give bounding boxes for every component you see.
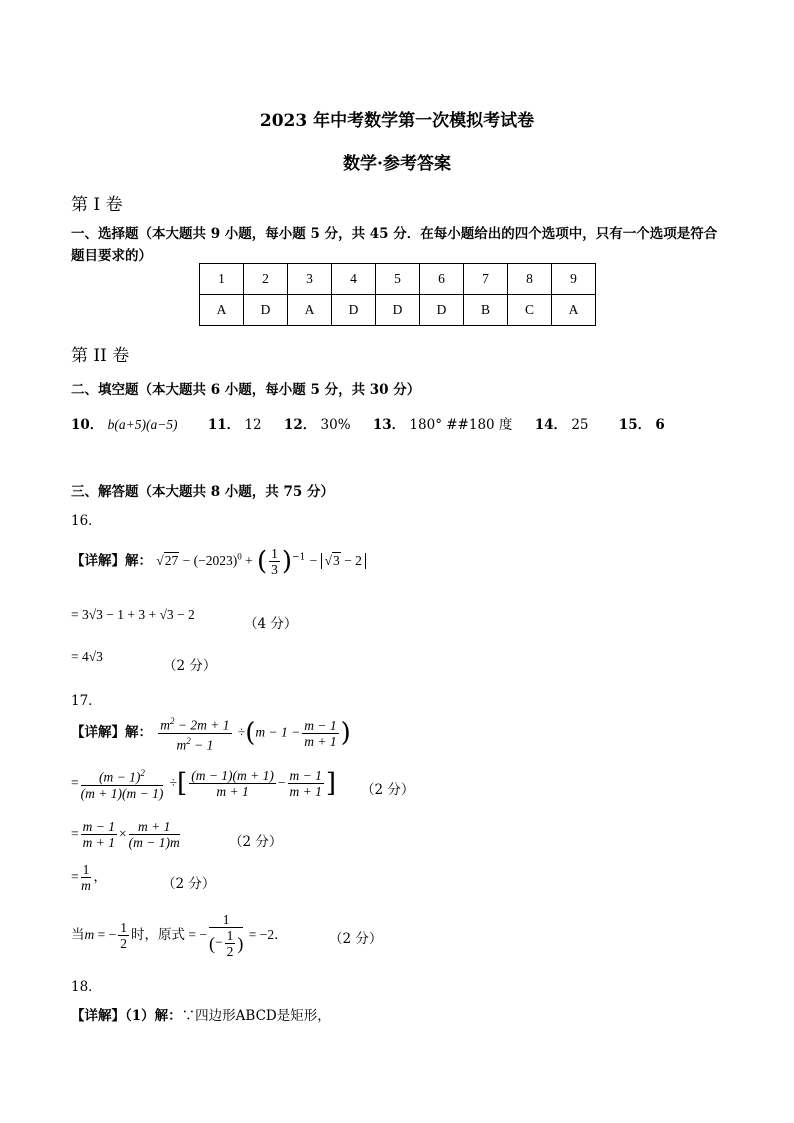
question-number-cell: 3 <box>288 264 332 295</box>
q15-label: 15． <box>618 417 652 433</box>
q18-line1 <box>71 1004 331 1024</box>
answer-cell: A <box>552 295 596 326</box>
answer-cell: B <box>464 295 508 326</box>
q18-text: ∵四边形ABCD是矩形， <box>181 1008 331 1024</box>
q11-label: 11． <box>207 417 241 433</box>
question-number-cell: 6 <box>420 264 464 295</box>
choice-instruction-line2: 题目要求的） <box>71 248 152 264</box>
q13-label: 13． <box>372 417 406 433</box>
q17-final-mid: 时，原式 <box>130 927 185 943</box>
q12-answer: 30% <box>320 417 351 433</box>
answer-cell: D <box>244 295 288 326</box>
question-number-cell: 5 <box>376 264 420 295</box>
choice-answer-table <box>199 263 596 326</box>
answer-cell: D <box>376 295 420 326</box>
question-number-cell: 4 <box>332 264 376 295</box>
answer-cell: A <box>288 295 332 326</box>
q17-expression: 【详解】解： $\frac{m^2 - 2m + 1}{m^2 - 1}$ ÷(m − 1 − $\frac{m - 1}{m + 1}$ ) <box>71 716 351 752</box>
q17-step3-score: （2 分） <box>162 876 216 892</box>
question-number-cell: 1 <box>200 264 244 295</box>
q17-final-prefix: 当 <box>71 927 85 943</box>
q17-final-score: （2 分） <box>329 931 383 947</box>
page-title: 2023 年中考数学第一次模拟考试卷 <box>259 111 535 131</box>
q17-step2-score: （2 分） <box>229 834 283 850</box>
question-number-cell: 2 <box>244 264 288 295</box>
q17-final: 当m = − $\frac{1}{2}$ 时，原式 = − 1 (− $\frac{1}{2}$ ) = −2． <box>71 912 288 959</box>
question-number-cell: 8 <box>508 264 552 295</box>
q16-step1: = 3√3 − 1 + 3 + √3 − 2 <box>71 607 195 622</box>
q13-answer: 180° ##180 度 <box>409 417 513 433</box>
q18-detail-label: 【详解】（1）解： <box>71 1008 182 1024</box>
q11-answer: 12 <box>244 417 262 433</box>
solve-heading: 三、解答题（本大题共 8 小题，共 75 分） <box>71 484 334 500</box>
q14-answer: 25 <box>571 417 589 433</box>
fill-blank-heading: 二、填空题（本大题共 6 小题，每小题 5 分，共 30 分） <box>71 382 421 398</box>
q17-step1-score: （2 分） <box>361 782 415 798</box>
answer-cell: D <box>420 295 464 326</box>
q14-label: 14． <box>534 417 568 433</box>
question-number-cell: 9 <box>552 264 596 295</box>
q18-number: 18． <box>71 979 102 995</box>
q17-detail-label: 【详解】解： <box>71 724 152 741</box>
question-number-row <box>200 264 596 295</box>
part1-heading: 第 I 卷 <box>71 195 123 215</box>
q10-answer: b(a+5)(a−5) <box>107 417 178 432</box>
q12-label: 12． <box>283 417 317 433</box>
answer-cell: C <box>508 295 552 326</box>
q16-detail-label: 【详解】解： <box>71 553 152 569</box>
q16-number: 16． <box>71 513 102 529</box>
q16-expression: 【详解】解： $√27 - (-2023)^0$ + ( $\frac{1}{3}$ )$^{-1}$ − √3 − 2 <box>71 546 366 577</box>
q17-step1: = $\frac{(m - 1)^2}{(m + 1)(m - 1)}$ ÷[ $\frac{(m - 1)(m + 1)}{m + 1}$ − $\frac{m - 1}{m + 1}$ ] <box>71 767 337 801</box>
q17-step2: = $\frac{m - 1}{m + 1}$ × $\frac{m + 1}{(m - 1)m}$ <box>71 819 180 850</box>
answer-row <box>200 295 596 326</box>
part2-heading: 第 II 卷 <box>71 346 130 366</box>
answer-cell: A <box>200 295 244 326</box>
q17-number: 17． <box>71 693 102 709</box>
q16-step1-score: （4 分） <box>244 616 298 632</box>
page-subtitle: 数学·参考答案 <box>343 154 451 174</box>
q10-label: 10． <box>71 417 104 433</box>
q17-step3: = $\frac{1}{m}$ ， <box>71 862 107 893</box>
q15-answer: 6 <box>655 417 665 433</box>
choice-instruction-line1: 一、选择题（本大题共 9 小题，每小题 5 分，共 45 分．在每小题给出的四个选项中，只有一个选项是符合 <box>71 226 718 242</box>
q16-step2: = 4√3 <box>71 649 103 664</box>
fill-blank-answers <box>71 413 665 433</box>
q16-step2-score: （2 分） <box>163 658 217 674</box>
question-number-cell: 7 <box>464 264 508 295</box>
answer-cell: D <box>332 295 376 326</box>
